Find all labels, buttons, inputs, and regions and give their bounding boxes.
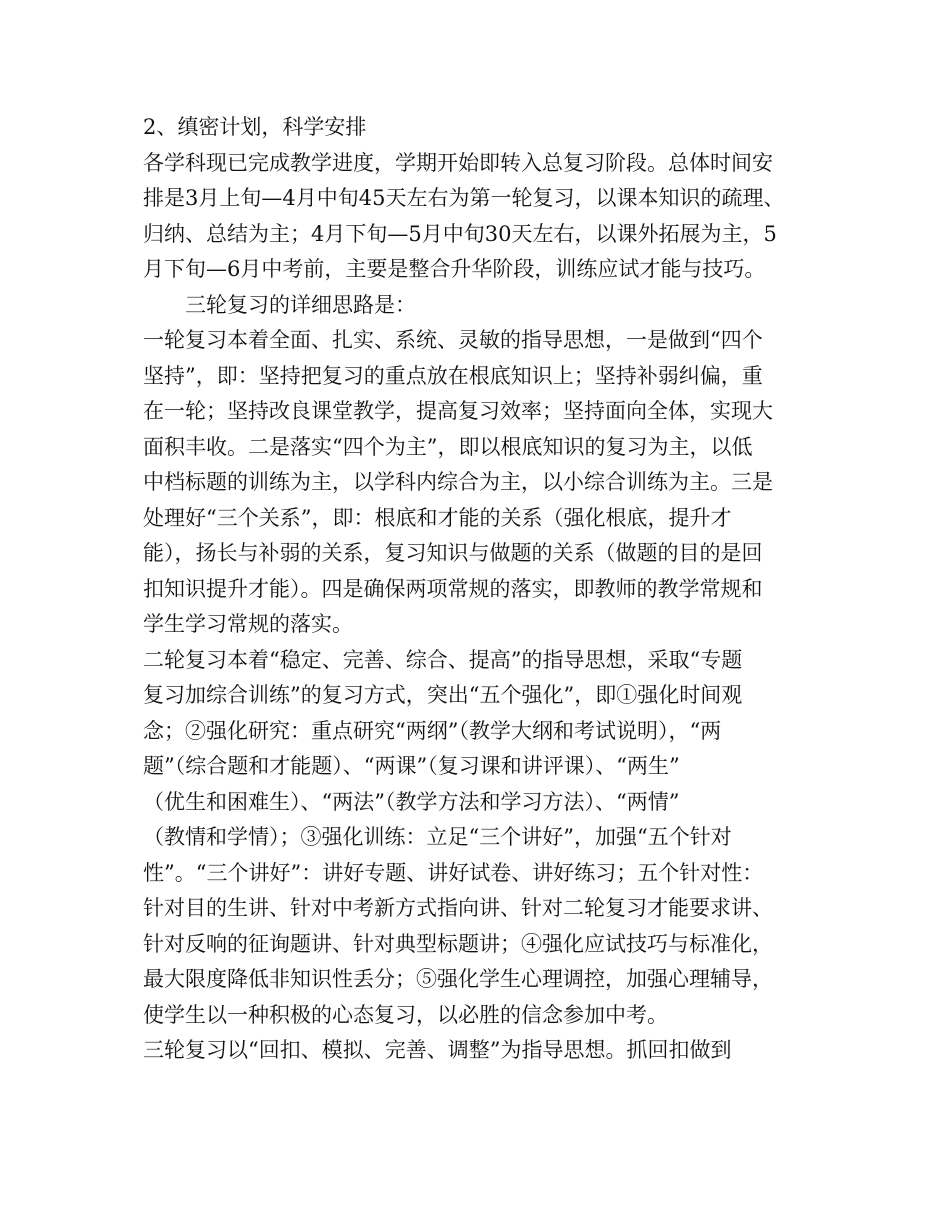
- text-line: 归纳、总结为主；4月下旬—5月中旬30天左右，以课外拓展为主，5: [143, 221, 777, 246]
- text-line: 处理好“三个关系”，即：根底和才能的关系（强化根底，提升才: [143, 505, 732, 530]
- text-line: 使学生以一种积极的心态复习，以必胜的信念参加中考。: [143, 1002, 668, 1027]
- text-line: 学生学习常规的落实。: [143, 612, 353, 636]
- text-line: 月下旬—6月中考前，主要是整合升华阶段，训练应试才能与技巧。: [143, 257, 766, 281]
- text-line: 复习加综合训练”的复习方式，突出“五个强化”，即①强化时间观: [143, 683, 743, 707]
- text-line: 一轮复习本着全面、扎实、系统、灵敏的指导思想，一是做到“四个: [143, 328, 763, 352]
- text-line: 在一轮；坚持改良课堂教学，提高复习效率；坚持面向全体，实现大: [143, 399, 773, 423]
- document-body: [143, 110, 823, 1069]
- text-line: 能），扬长与补弱的关系，复习知识与做题的关系（做题的目的是回: [143, 541, 763, 565]
- text-line: 排是3月上旬—4月中旬45天左右为第一轮复习，以课本知识的疏理、: [143, 186, 785, 210]
- text-line: （教情和学情）；③强化训练：立足“三个讲好”，加强“五个针对: [143, 825, 732, 849]
- section-heading: 2、缜密计划，科学安排: [143, 115, 367, 139]
- text-line: 三轮复习以“回扣、模拟、完善、调整”为指导思想。抓回扣做到: [143, 1038, 732, 1062]
- text-line: 最大限度降低非知识性丢分；⑤强化学生心理调控，加强心理辅导，: [143, 967, 773, 991]
- text-line: 针对反响的征询题讲、针对典型标题讲；④强化应试技巧与标准化，: [143, 931, 773, 956]
- text-line: 各学科现已完成教学进度，学期开始即转入总复习阶段。总体时间安: [143, 150, 773, 175]
- text-line: 性”。“三个讲好”：讲好专题、讲好试卷、讲好练习；五个针对性：: [143, 860, 764, 885]
- text-line: 念；②强化研究：重点研究“两纲”（教学大纲和考试说明），“两: [143, 718, 722, 743]
- text-line: 题”（综合题和才能题）、“两课”（复习课和讲评课）、“两生”: [143, 754, 680, 778]
- text-line: 中档标题的训练为主，以学科内综合为主，以小综合训练为主。三是: [143, 470, 773, 494]
- text-line: 面积丰收。二是落实“四个为主”，即以根底知识的复习为主，以低: [143, 434, 753, 459]
- text-line: 三轮复习的详细思路是：: [185, 292, 416, 317]
- text-line: 扣知识提升才能）。四是确保两项常规的落实，即教师的教学常规和: [143, 576, 763, 601]
- text-line: 二轮复习本着“稳定、完善、综合、提高”的指导思想，采取“专题: [143, 647, 743, 672]
- text-line: 坚持”，即：坚持把复习的重点放在根底知识上；坚持补弱纠偏，重: [143, 363, 763, 388]
- text-line: （优生和困难生）、“两法”（教学方法和学习方法）、“两情”: [143, 789, 680, 814]
- text-line: 针对目的生讲、针对中考新方式指向讲、针对二轮复习才能要求讲、: [143, 896, 773, 920]
